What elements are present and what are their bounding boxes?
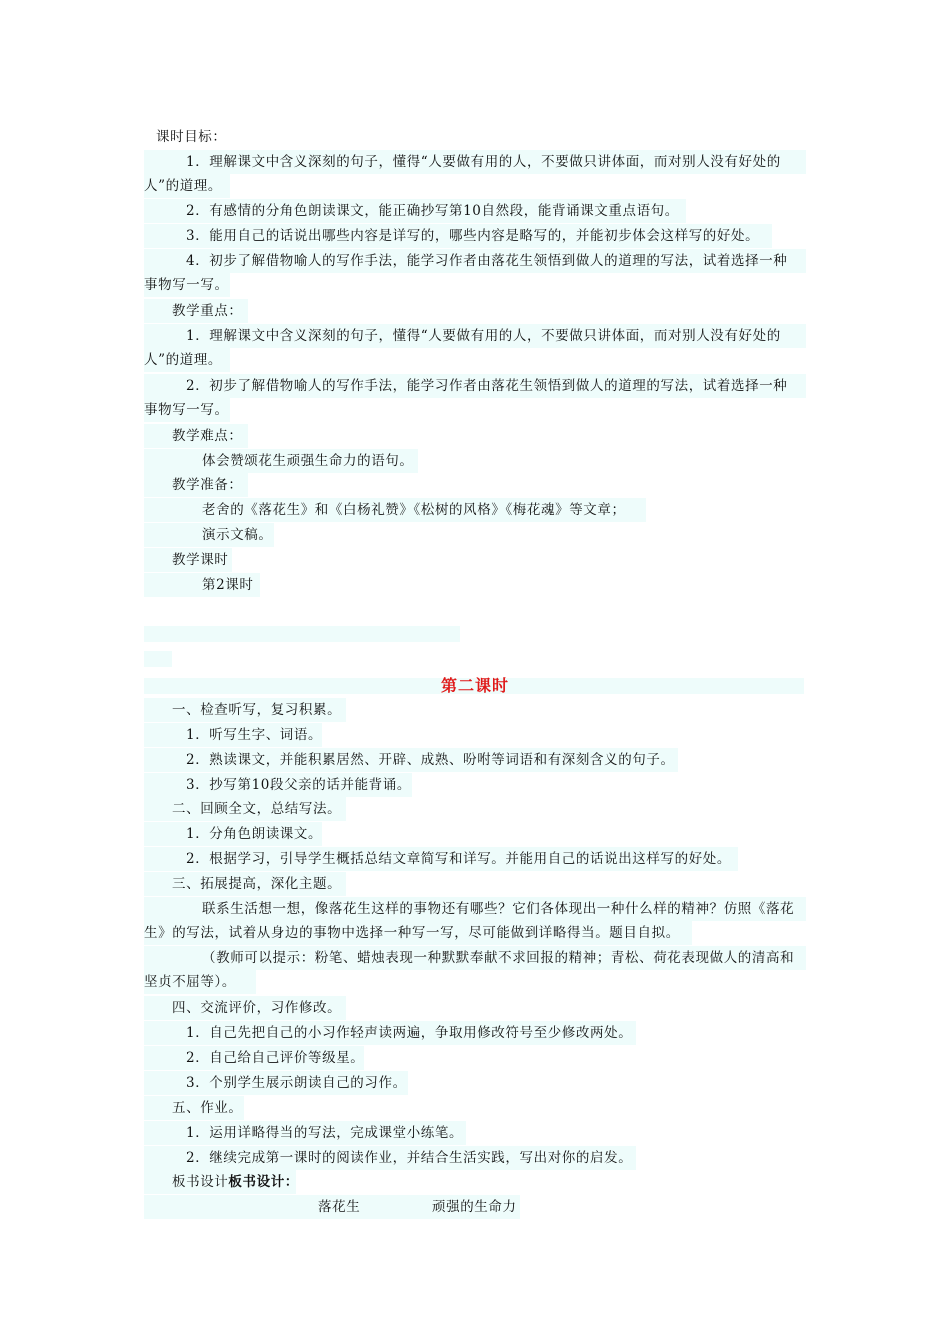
hours-heading: 教学课时 bbox=[144, 548, 232, 572]
section-4-item-1: 1．自己先把自己的小习作轻声读两遍，争取用修改符号至少修改两处。 bbox=[144, 1021, 636, 1045]
section-4-item-3: 3．个别学生展示朗读自己的习作。 bbox=[144, 1071, 408, 1095]
section-3-heading: 三、拓展提高，深化主题。 bbox=[144, 872, 346, 896]
difficulty-heading: 教学难点： bbox=[144, 424, 248, 448]
section-2-heading: 二、回顾全文，总结写法。 bbox=[144, 797, 346, 821]
goals-heading: 课时目标： bbox=[156, 129, 227, 145]
goal-2: 2．有感情的分角色朗读课文，能正确抄写第10自然段，能背诵课文重点语句。 bbox=[144, 199, 686, 223]
section-3-para-2-line-2: 坚贞不屈等）。 bbox=[144, 970, 256, 994]
section-1-item-3: 3．抄写第10段父亲的话并能背诵。 bbox=[144, 773, 412, 797]
blank-highlight-bar bbox=[144, 626, 460, 642]
lesson-title: 第二课时 bbox=[440, 676, 509, 695]
key-point-2-line-2: 事物写一写。 bbox=[144, 398, 230, 422]
key-point-1-line-2: 人”的道理。 bbox=[144, 348, 230, 372]
goal-1-line-2: 人”的道理。 bbox=[144, 174, 230, 198]
section-3-para-2-line-1: （教师可以提示：粉笔、蜡烛表现一种默默奉献不求回报的精神；青松、荷花表现做人的清高和 bbox=[144, 946, 806, 970]
preparation-heading: 教学准备： bbox=[144, 473, 248, 497]
key-point-2-line-1: 2．初步了解借物喻人的写作手法，能学习作者由落花生领悟到做人的道理的写法，试着选择一种 bbox=[144, 374, 806, 398]
board-design-label: 板书设计 bbox=[172, 1174, 229, 1190]
section-1-item-2: 2．熟读课文，并能积累居然、开辟、成熟、吩咐等词语和有深刻含义的句子。 bbox=[144, 748, 678, 772]
blank-highlight-bar bbox=[144, 651, 172, 667]
goal-1-line-1: 1．理解课文中含义深刻的句子，懂得“人要做有用的人，不要做只讲体面，而对别人没有好处的 bbox=[144, 150, 806, 174]
key-point-1-line-1: 1．理解课文中含义深刻的句子，懂得“人要做有用的人，不要做只讲体面，而对别人没有好处的 bbox=[144, 324, 806, 348]
key-points-heading: 教学重点： bbox=[144, 299, 248, 323]
section-4-item-2: 2．自己给自己评价等级星。 bbox=[144, 1046, 364, 1070]
section-3-para-1-line-2: 生》的写法，试着从身边的事物中选择一种写一写，尽可能做到详略得当。题目自拟。 bbox=[144, 921, 692, 945]
preparation-item-1: 老舍的《落花生》和《白杨礼赞》《松树的风格》《梅花魂》等文章； bbox=[144, 498, 646, 522]
board-design-heading bbox=[144, 1170, 299, 1194]
board-left-text: 落花生 bbox=[318, 1199, 361, 1215]
hours-text: 第2课时 bbox=[144, 573, 260, 597]
board-design-label-bold: 板书设计： bbox=[228, 1174, 299, 1190]
preparation-item-2: 演示文稿。 bbox=[144, 523, 274, 547]
goal-4-line-1: 4．初步了解借物喻人的写作手法，能学习作者由落花生领悟到做人的道理的写法，试着选择一种 bbox=[144, 249, 806, 273]
goal-3: 3．能用自己的话说出哪些内容是详写的，哪些内容是略写的，并能初步体会这样写的好处。 bbox=[144, 224, 772, 248]
section-2-item-2: 2．根据学习，引导学生概括总结文章简写和详写。并能用自己的话说出这样写的好处。 bbox=[144, 847, 738, 871]
board-design-row bbox=[144, 1195, 520, 1219]
board-right-text: 顽强的生命力 bbox=[432, 1199, 517, 1215]
section-2-item-1: 1．分角色朗读课文。 bbox=[144, 822, 322, 846]
section-5-item-1: 1．运用详略得当的写法，完成课堂小练笔。 bbox=[144, 1121, 466, 1145]
section-5-heading: 五、作业。 bbox=[144, 1096, 244, 1120]
section-3-para-1-line-1: 联系生活想一想，像落花生这样的事物还有哪些？它们各体现出一种什么样的精神？仿照《落花 bbox=[144, 897, 806, 921]
section-1-heading: 一、检查听写，复习积累。 bbox=[144, 698, 346, 722]
difficulty-text: 体会赞颂花生顽强生命力的语句。 bbox=[144, 449, 418, 473]
section-4-heading: 四、交流评价，习作修改。 bbox=[144, 996, 346, 1020]
section-5-item-2: 2．继续完成第一课时的阅读作业，并结合生活实践，写出对你的启发。 bbox=[144, 1146, 636, 1170]
goal-4-line-2: 事物写一写。 bbox=[144, 273, 230, 297]
section-1-item-1: 1．听写生字、词语。 bbox=[144, 723, 322, 747]
